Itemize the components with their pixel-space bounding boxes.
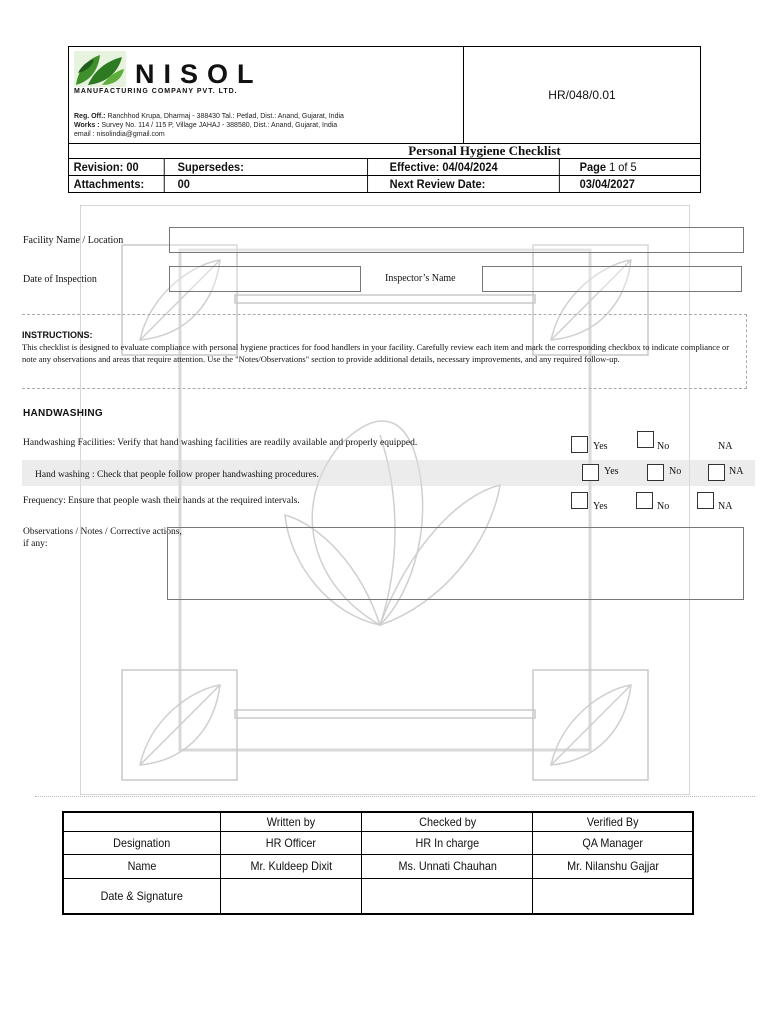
revision-row xyxy=(69,158,700,175)
table-row xyxy=(63,831,693,854)
date-input[interactable] xyxy=(169,266,361,292)
observations-textarea[interactable] xyxy=(167,527,744,600)
table-cell: Designation xyxy=(63,831,220,854)
effective-date: Effective: 04/04/2024 xyxy=(385,159,560,176)
signature-field[interactable] xyxy=(220,878,362,914)
next-review-label: Next Review Date: xyxy=(385,176,560,193)
table-row xyxy=(63,854,693,878)
question-facilities: Handwashing Facilities: Verify that hand washing facilities are readily available and properly equipped. xyxy=(23,438,418,448)
instructions-text: This checklist is designed to evaluate compliance with personal hygiene practices for food handlers in your facility. Carefully review each item and mark the corresponding checkbox to indicate compliance or note any observations and areas that require attention. Use the "Notes/Observations" section to provide additional details, necessary improvements, and any required follow-up. xyxy=(22,342,730,364)
works-address: Works : Survey No. 114 / 115 P, Village JAHAJ - 388580, Dist.: Anand, Gujarat, India xyxy=(74,122,338,129)
frequency-na-checkbox[interactable] xyxy=(697,492,714,509)
attachments-label: Attachments: xyxy=(69,176,165,193)
signature-field[interactable] xyxy=(533,878,693,914)
signature-table xyxy=(62,811,694,915)
frequency-yes-checkbox[interactable] xyxy=(571,492,588,509)
table-cell: HR Officer xyxy=(220,831,362,854)
facilities-na-label: NA xyxy=(718,441,733,452)
frequency-na-label: NA xyxy=(718,501,733,512)
table-cell: Date & Signature xyxy=(63,878,220,914)
attachments-value: 00 xyxy=(173,176,368,193)
question-frequency: Frequency: Ensure that people wash their hands at the required intervals. xyxy=(23,496,300,506)
table-row xyxy=(63,878,693,914)
table-cell: Ms. Unnati Chauhan xyxy=(362,854,533,878)
handwashing-title: HANDWASHING xyxy=(23,408,103,419)
document-header xyxy=(68,46,701,193)
frequency-no-label: No xyxy=(657,501,670,512)
attachments-row xyxy=(69,175,700,192)
company-subtitle: MANUFACTURING COMPANY PVT. LTD. xyxy=(74,88,238,95)
procedures-no-label: No xyxy=(669,466,682,477)
company-email: email : nisolindia@gmail.com xyxy=(74,131,165,138)
header-cell: Checked by xyxy=(362,812,533,831)
header-cell: Verified By xyxy=(533,812,693,831)
signature-field[interactable] xyxy=(362,878,533,914)
divider xyxy=(35,796,755,797)
procedures-na-label: NA xyxy=(729,466,744,477)
header-cell: Written by xyxy=(220,812,362,831)
supersedes: Supersedes: xyxy=(173,159,368,176)
document-title: Personal Hygiene Checklist xyxy=(69,143,700,158)
table-cell: Mr. Kuldeep Dixit xyxy=(220,854,362,878)
reg-office-address: Reg. Off.: Ranchhod Krupa, Dharmaj - 388430 Tal.: Petlad, Dist.: Anand, Gujarat, India xyxy=(74,113,344,120)
facilities-yes-label: Yes xyxy=(593,441,608,452)
date-label: Date of Inspection xyxy=(23,274,97,285)
procedures-yes-label: Yes xyxy=(604,466,619,477)
facility-input[interactable] xyxy=(169,227,744,253)
document-code: HR/048/0.01 xyxy=(548,88,616,102)
table-cell: Name xyxy=(63,854,220,878)
next-review-value: 03/04/2027 xyxy=(579,177,635,191)
instructions-title: INSTRUCTIONS: xyxy=(22,330,93,340)
table-cell: Mr. Nilanshu Gajjar xyxy=(533,854,693,878)
facilities-yes-checkbox[interactable] xyxy=(571,436,588,453)
procedures-yes-checkbox[interactable] xyxy=(582,464,599,481)
header-cell xyxy=(63,812,220,831)
inspector-label: Inspector’s Name xyxy=(385,273,456,284)
observations-label: Observations / Notes / Corrective actions, if any: xyxy=(23,527,182,549)
company-logo-block xyxy=(69,47,464,143)
frequency-yes-label: Yes xyxy=(593,501,608,512)
page-number: Page 1 of 5 xyxy=(579,160,637,174)
revision: Revision: 00 xyxy=(69,159,165,176)
table-cell: HR In charge xyxy=(362,831,533,854)
signature-header-row xyxy=(63,812,693,831)
facility-label: Facility Name / Location xyxy=(23,235,124,246)
facilities-no-label: No xyxy=(657,441,670,452)
facilities-no-checkbox[interactable] xyxy=(637,431,654,448)
procedures-na-checkbox[interactable] xyxy=(708,464,725,481)
frequency-no-checkbox[interactable] xyxy=(636,492,653,509)
instructions-box xyxy=(22,314,747,389)
leaf-logo-icon xyxy=(74,51,126,87)
company-name: NISOL xyxy=(135,59,263,89)
question-procedures: Hand washing : Check that people follow proper handwashing procedures. xyxy=(35,470,319,480)
inspector-input[interactable] xyxy=(482,266,742,292)
table-cell: QA Manager xyxy=(533,831,693,854)
procedures-no-checkbox[interactable] xyxy=(647,464,664,481)
